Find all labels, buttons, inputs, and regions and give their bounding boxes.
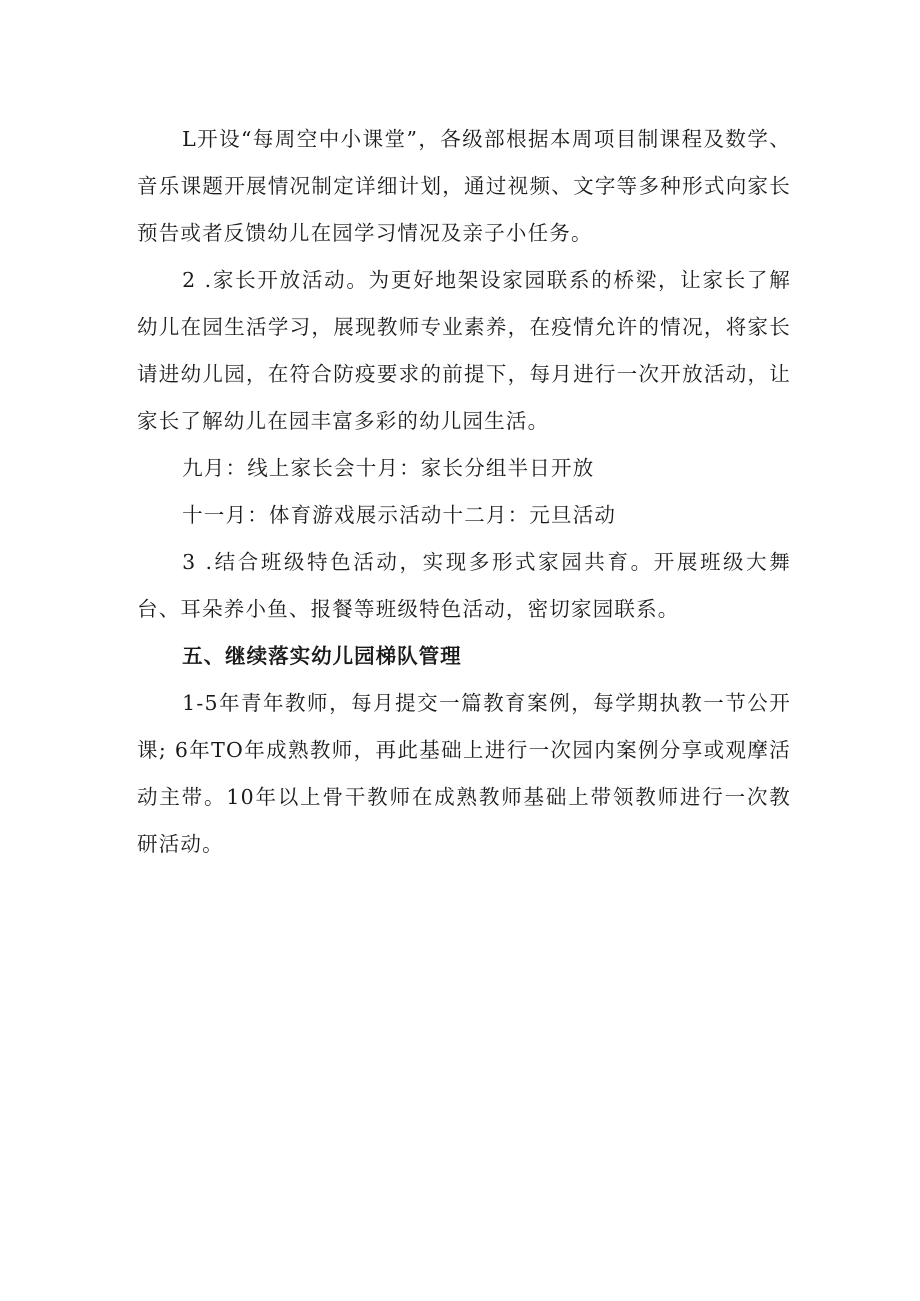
- section-heading: 五、继续落实幼儿园梯队管理: [182, 644, 462, 668]
- paragraph-class-feature-activities: 3 .结合班级特色活动，实现多形式家园共育。开展班级大舞台、耳朵养小鱼、报餐等班级特色活动，密切家园联系。: [137, 550, 791, 621]
- paragraph-teacher-tier-management: 1-5年青年教师，每月提交一篇教育案例，每学期执教一节公开课; 6年TO年成熟教师，再此基础上进行一次园内案例分享或观摩活动主带。10年以上骨干教师在成熟教师基础上带领教师进行一次教研活动。: [137, 691, 791, 856]
- paragraph-nov-dec-schedule: 十一月：体育游戏展示活动十二月：元旦活动: [182, 503, 617, 527]
- document-body: [137, 116, 791, 868]
- paragraph-weekly-classroom: L开设“每周空中小课堂”，各级部根据本周项目制课程及数学、音乐课题开展情况制定详细计划，通过视频、文字等多种形式向家长预告或者反馈幼儿在园学习情况及亲子小任务。: [137, 127, 791, 245]
- paragraph-sept-oct-schedule: 九月：线上家长会十月：家长分组半日开放: [182, 456, 595, 480]
- paragraph-parent-open-activity: 2 .家长开放活动。为更好地架设家园联系的桥梁，让家长了解幼儿在园生活学习，展现教师专业素养，在疫情允许的情况，将家长请进幼儿园，在符合防疫要求的前提下，每月进行一次开放活动，让家长了解幼儿在园丰富多彩的幼儿园生活。: [137, 268, 791, 433]
